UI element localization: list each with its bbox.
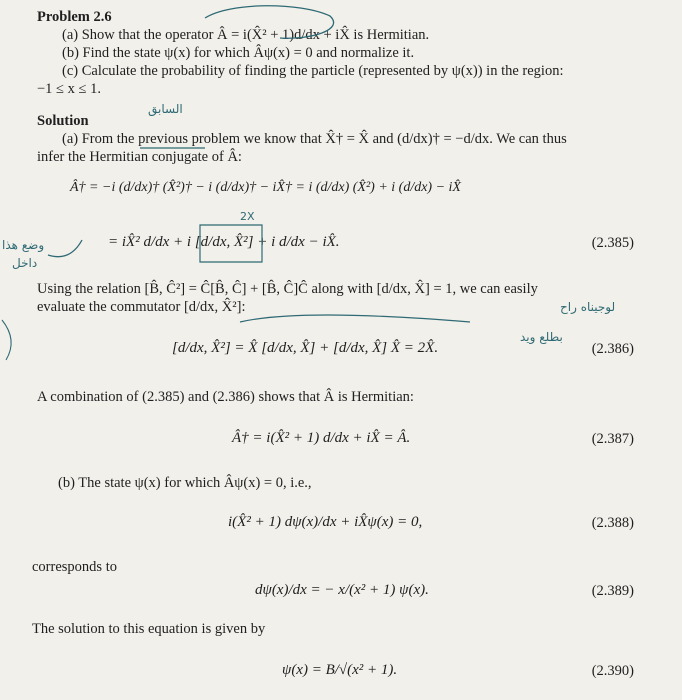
problem-part-c: (c) Calculate the probability of finding the particle (represented by ψ(x)) in the region: bbox=[62, 63, 564, 79]
equation-2-386: [d/dx, X̂²] = X̂ [d/dx, X̂] + [d/dx, X̂] X̂ = 2X̂. bbox=[172, 340, 439, 356]
equation-number-2-390: (2.390) bbox=[591, 663, 634, 679]
solution-paragraph-4: (b) The state ψ(x) for which Âψ(x) = 0, i.e., bbox=[58, 475, 312, 491]
solution-paragraph-5: corresponds to bbox=[32, 559, 117, 575]
equation-number-2-386: (2.386) bbox=[591, 341, 634, 357]
equation-number-2-388: (2.388) bbox=[591, 515, 634, 531]
equation-number-2-389: (2.389) bbox=[591, 583, 634, 599]
pen-bracket-left bbox=[2, 320, 11, 360]
solution-paragraph-6: The solution to this equation is given by bbox=[32, 621, 266, 637]
problem-part-a: (a) Show that the operator Â = i(X̂² + 1)d/dx + iX̂ is Hermitian. bbox=[62, 27, 430, 43]
pen-arrow-left bbox=[48, 240, 82, 257]
solution-paragraph-1b: infer the Hermitian conjugate of Â: bbox=[37, 149, 242, 165]
handwritten-note-left-1: وضع هذا bbox=[2, 238, 45, 252]
solution-paragraph-2a: Using the relation [B̂, Ĉ²] = Ĉ[B̂, Ĉ] + [B̂, Ĉ]Ĉ along with [d/dx, X̂] = 1, we can easily bbox=[37, 281, 538, 297]
handwritten-note-right-1: لوجيناه راح bbox=[560, 300, 616, 314]
equation-2-388: i(X̂² + 1) dψ(x)/dx + iX̂ψ(x) = 0, bbox=[228, 514, 423, 530]
problem-part-c-region: −1 ≤ x ≤ 1. bbox=[37, 81, 101, 97]
solution-paragraph-3: A combination of (2.385) and (2.386) shows that Â is Hermitian: bbox=[37, 389, 414, 405]
handwritten-note-top: السابق bbox=[148, 102, 183, 116]
solution-title: Solution bbox=[37, 113, 89, 129]
equation-number-2-385: (2.385) bbox=[591, 235, 634, 251]
handwritten-note-right-2: بطلع ويد bbox=[520, 330, 563, 344]
solution-paragraph-2b: evaluate the commutator [d/dx, X̂²]: bbox=[37, 299, 246, 315]
handwritten-note-left-2: داخل bbox=[12, 256, 38, 270]
equation-number-2-387: (2.387) bbox=[591, 431, 634, 447]
pen-arrow-top bbox=[240, 315, 470, 322]
equation-2-390: ψ(x) = B/√(x² + 1). bbox=[282, 662, 398, 678]
problem-part-b: (b) Find the state ψ(x) for which Âψ(x) = 0 and normalize it. bbox=[62, 45, 415, 61]
solution-paragraph-1a: (a) From the previous problem we know that X̂† = X̂ and (d/dx)† = −d/dx. We can thus bbox=[62, 131, 567, 147]
equation-2-385-line-1: Â† = −i (d/dx)† (X̂²)† − i (d/dx)† − iX̂† = i (d/dx) (X̂²) + i (d/dx) − iX̂ bbox=[70, 180, 461, 195]
problem-title: Problem 2.6 bbox=[37, 9, 112, 25]
equation-2-389: dψ(x)/dx = − x/(x² + 1) ψ(x). bbox=[255, 582, 429, 598]
handwritten-note-2x: 2X bbox=[240, 210, 255, 223]
equation-2-385-line-2: = iX̂² d/dx + i [d/dx, X̂²] + i d/dx − iX̂. bbox=[108, 234, 340, 250]
equation-2-387: Â† = i(X̂² + 1) d/dx + iX̂ = Â. bbox=[232, 430, 411, 446]
